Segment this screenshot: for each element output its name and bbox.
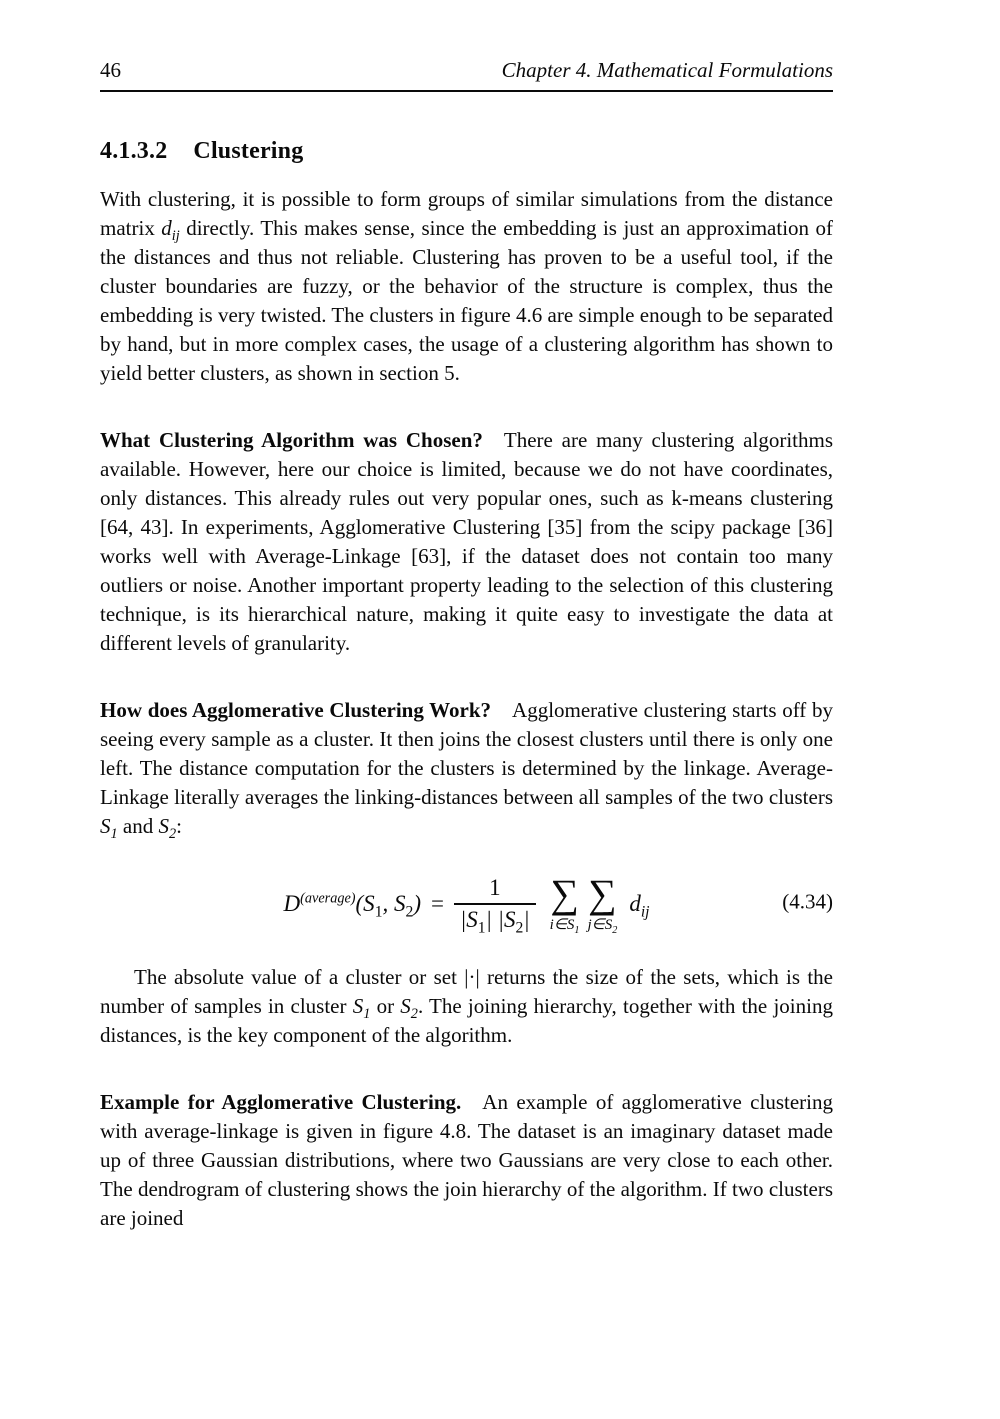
text-run: : bbox=[176, 814, 182, 838]
subscript: 2 bbox=[410, 1006, 418, 1023]
subscript: ij bbox=[640, 903, 650, 921]
equation-number: (4.34) bbox=[782, 889, 833, 914]
text-run: or bbox=[370, 994, 401, 1018]
summation-outer bbox=[549, 871, 580, 936]
text-run: The absolute value of a cluster or set |·| returns the size of the sets, which is the number of samples in cluster bbox=[100, 965, 833, 1018]
paragraph bbox=[100, 1088, 833, 1233]
page-header bbox=[100, 58, 833, 92]
paragraph bbox=[100, 696, 833, 841]
text-run: directly. This makes sense, since the embedding is just an approximation of the distances and thus not reliable. Clustering has proven to be a useful tool, if the cluster boundaries are fuzzy, or the behavior of the structure is complex, thus the embedding is very twisted. The clusters in figure 4.6 are simple enough to be separated by hand, but in more complex cases, the usage of a clustering algorithm has shown to yield better clusters, as shown in section 5. bbox=[100, 216, 833, 385]
text-run: $S_1$ bbox=[100, 814, 118, 843]
page-number: 46 bbox=[100, 58, 121, 82]
summation-inner bbox=[587, 871, 618, 936]
subscript: 2 bbox=[168, 826, 177, 843]
equation-lhs-args: (S bbox=[355, 891, 375, 916]
text-run: $S_2$ bbox=[158, 814, 177, 843]
text-run: An example of agglomerative clustering with average-linkage is given in figure 4.8. The dataset is an imaginary dataset made up of three Gaussian distributions, where two Gaussians are very close to each other. The dendrogram of clustering shows the join hierarchy of the algorithm. If two clusters are joined bbox=[100, 1090, 833, 1230]
summation-limit bbox=[550, 915, 580, 934]
subscript: 2 bbox=[612, 925, 618, 936]
subscript: ij bbox=[171, 228, 180, 245]
text-run: $S_2$ bbox=[400, 994, 418, 1023]
equation-body bbox=[283, 871, 650, 937]
text-run: $S_1$ bbox=[352, 994, 371, 1023]
denominator-text: | bbox=[523, 907, 530, 932]
paragraph bbox=[100, 185, 833, 388]
section-title: Clustering bbox=[193, 138, 304, 164]
run-in-heading: What Clustering Algorithm was Chosen? bbox=[100, 428, 483, 452]
text-run: Agglomerative clustering starts off by seeing every sample as a cluster. It then joins the closest clusters until there is only one left. The distance computation for the clusters is determined by the linkage. Average-Linkage literally averages the linking-distances between all samples of the two clusters bbox=[100, 698, 833, 809]
equals-sign: = bbox=[430, 891, 444, 916]
limit-text: j∈S bbox=[587, 917, 613, 933]
subscript: 1 bbox=[363, 1006, 371, 1023]
section-heading bbox=[100, 138, 833, 165]
paragraph bbox=[100, 426, 833, 658]
equation-lhs-args: , S bbox=[382, 891, 406, 916]
subscript: 1 bbox=[477, 919, 486, 937]
text-run: With clustering, it is possible to form groups of similar simulations from the distance matrix bbox=[100, 187, 833, 240]
content-top bbox=[100, 185, 833, 841]
run-in-heading: Example for Agglomerative Clustering. bbox=[100, 1090, 462, 1114]
paragraph bbox=[100, 963, 833, 1050]
equation-lhs-args: ) bbox=[413, 891, 421, 916]
text-run: There are many clustering algorithms available. However, here our choice is limited, because we do not have coordinates, only distances. This already rules out very popular ones, such as k-means clustering [64, 43]. In experiments, Agglomerative Clustering [35] from the scipy package [36] works well with Average-Linkage [63], if the dataset does not contain too many outliers or noise. Another important property leading to the selection of this clustering technique, is its hierarchical nature, making it quite easy to investigate the data at different levels of granularity. bbox=[100, 428, 833, 655]
fraction-numerator: 1 bbox=[489, 875, 501, 900]
content-bottom bbox=[100, 963, 833, 1233]
equation-lhs bbox=[283, 890, 454, 921]
equation-lhs-superscript: (average) bbox=[300, 890, 356, 907]
run-in-heading: How does Agglomerative Clustering Work? bbox=[100, 698, 492, 722]
denominator-text: | |S bbox=[485, 907, 516, 932]
limit-text: i∈S bbox=[549, 917, 575, 933]
summation-limit bbox=[587, 915, 617, 934]
sigma-symbol: ∑ bbox=[588, 871, 617, 916]
text-run: and bbox=[117, 814, 159, 838]
equation-4-34 bbox=[100, 861, 833, 947]
equation-term bbox=[629, 891, 650, 921]
subscript: 1 bbox=[110, 826, 118, 843]
subscript: 2 bbox=[515, 919, 524, 937]
equation-lhs-D: D bbox=[283, 891, 301, 916]
section-number: 4.1.3.2 bbox=[100, 138, 168, 164]
text-run: $d_{ij}$ bbox=[161, 216, 180, 245]
text-run: . The joining hierarchy, together with the joining distances, is the key component of the algorithm. bbox=[100, 994, 833, 1047]
fraction-denominator bbox=[454, 903, 536, 937]
term-base: d bbox=[629, 891, 641, 916]
chapter-title: Chapter 4. Mathematical Formulations bbox=[501, 58, 833, 82]
sigma-symbol: ∑ bbox=[550, 871, 579, 916]
denominator-text: |S bbox=[459, 907, 478, 932]
subscript: 2 bbox=[405, 903, 414, 921]
subscript: 1 bbox=[374, 903, 383, 921]
fraction bbox=[454, 875, 536, 937]
subscript: 1 bbox=[574, 925, 580, 936]
